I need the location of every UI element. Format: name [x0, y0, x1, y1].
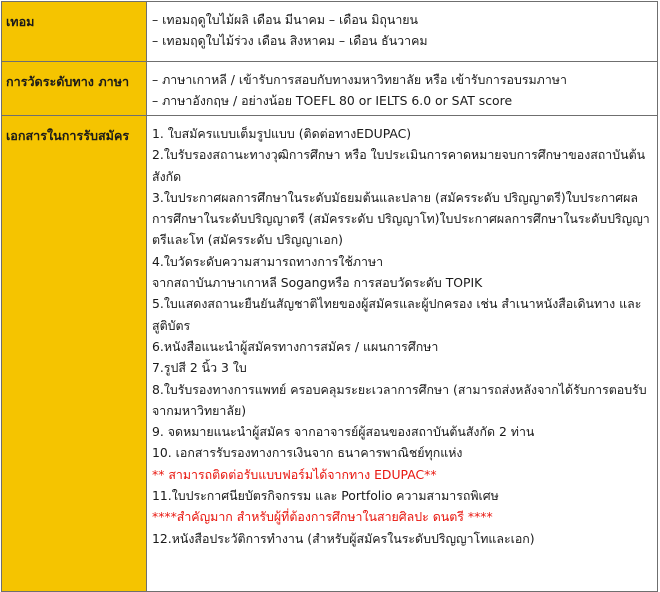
document-item: 11.ใบประกาศนียบัตรกิจกรรม และ Portfolio ความสามารถพิเศษ [152, 488, 499, 504]
language-level-label: การวัดระดับทาง ภาษา [2, 62, 147, 116]
documents-content [147, 116, 658, 592]
document-item: จากสถาบันภาษาเกาหลี Sogangหรือ การสอบวัดระดับ TOPIK [152, 275, 483, 291]
language-level-content [147, 62, 658, 116]
document-item: 2.ใบรับรองสถานะทางวุฒิการศึกษา หรือ ใบประเมินการคาดหมายจบการศึกษาของสถาบันต้นสังกัด [152, 147, 646, 184]
document-item: 7.รูปสี 2 นิ้ว 3 ใบ [152, 360, 247, 376]
term-content [147, 2, 658, 62]
korean-requirement-line: – ภาษาเกาหลี / เข้ารับการสอบกับทางมหาวิทยาลัย หรือ เข้ารับการอบรมภาษา [152, 72, 567, 87]
document-item: 9. จดหมายแนะนำผู้สมัคร จากอาจารย์ผู้สอนของสถาบันต้นสังกัด 2 ท่าน [152, 424, 535, 440]
document-item: 3.ใบประกาศผลการศึกษาในระดับมัธยมต้นและปลาย (สมัครระดับ ปริญญาตรี)ใบประกาศผลการศึกษาในระดับปริญญาตรี (สมัครระดับ ปริญญาโท)ใบประกาศผลการศึกษาในระดับปริญญาตรีและโท (สมัครระดับ ปริญญาเอก) [152, 189, 650, 248]
document-item: 8.ใบรับรองทางการแพทย์ ครอบคลุมระยะเวลาการศึกษา (สามารถส่งหลังจากได้รับการตอบรับจากมหาวิทยาลัย) [152, 381, 647, 418]
document-item: 1. ใบสมัครแบบเต็มรูปแบบ (ติดต่อทางEDUPAC) [152, 126, 412, 141]
edupac-form-note: ** สามารถติดต่อรับแบบฟอร์มได้จากทาง EDUPAC** [152, 466, 437, 482]
document-item: 6.หนังสือแนะนำผู้สมัครทางการสมัคร / แผนการศึกษา [152, 338, 439, 354]
application-info-table [1, 1, 658, 592]
language-level-row [2, 62, 658, 116]
document-item: 5.ใบแสดงสถานะยืนยันสัญชาติไทยของผู้สมัครและผู้ปกครอง เช่น สำเนาหนังสือเดินทาง และ สูติบัตร [152, 296, 642, 333]
arts-music-note: ****สำคัญมาก สำหรับผู้ที่ต้องการศึกษาในสายศิลปะ ดนตรี **** [152, 509, 493, 525]
spring-term-line: – เทอมฤดูใบไม้ผลิ เดือน มีนาคม – เดือน มิถุนายน [152, 12, 419, 27]
fall-term-line: – เทอมฤดูใบไม้ร่วง เดือน สิงหาคม – เดือน ธันวาคม [152, 33, 428, 49]
document-item: 10. เอกสารรับรองทางการเงินจาก ธนาคารพาณิชย์ทุกแห่ง [152, 445, 463, 461]
term-label: เทอม [2, 2, 147, 62]
documents-row [2, 116, 658, 592]
term-row [2, 2, 658, 62]
documents-label: เอกสารในการรับสมัคร [2, 116, 147, 592]
document-item: 12.หนังสือประวัติการทำงาน (สำหรับผู้สมัครในระดับปริญญาโทและเอก) [152, 530, 535, 546]
english-requirement-line: – ภาษาอังกฤษ / อย่างน้อย TOEFL 80 or IELTS 6.0 or SAT score [152, 93, 513, 109]
document-item: 4.ใบวัดระดับความสามารถทางการใช้ภาษา [152, 253, 384, 269]
